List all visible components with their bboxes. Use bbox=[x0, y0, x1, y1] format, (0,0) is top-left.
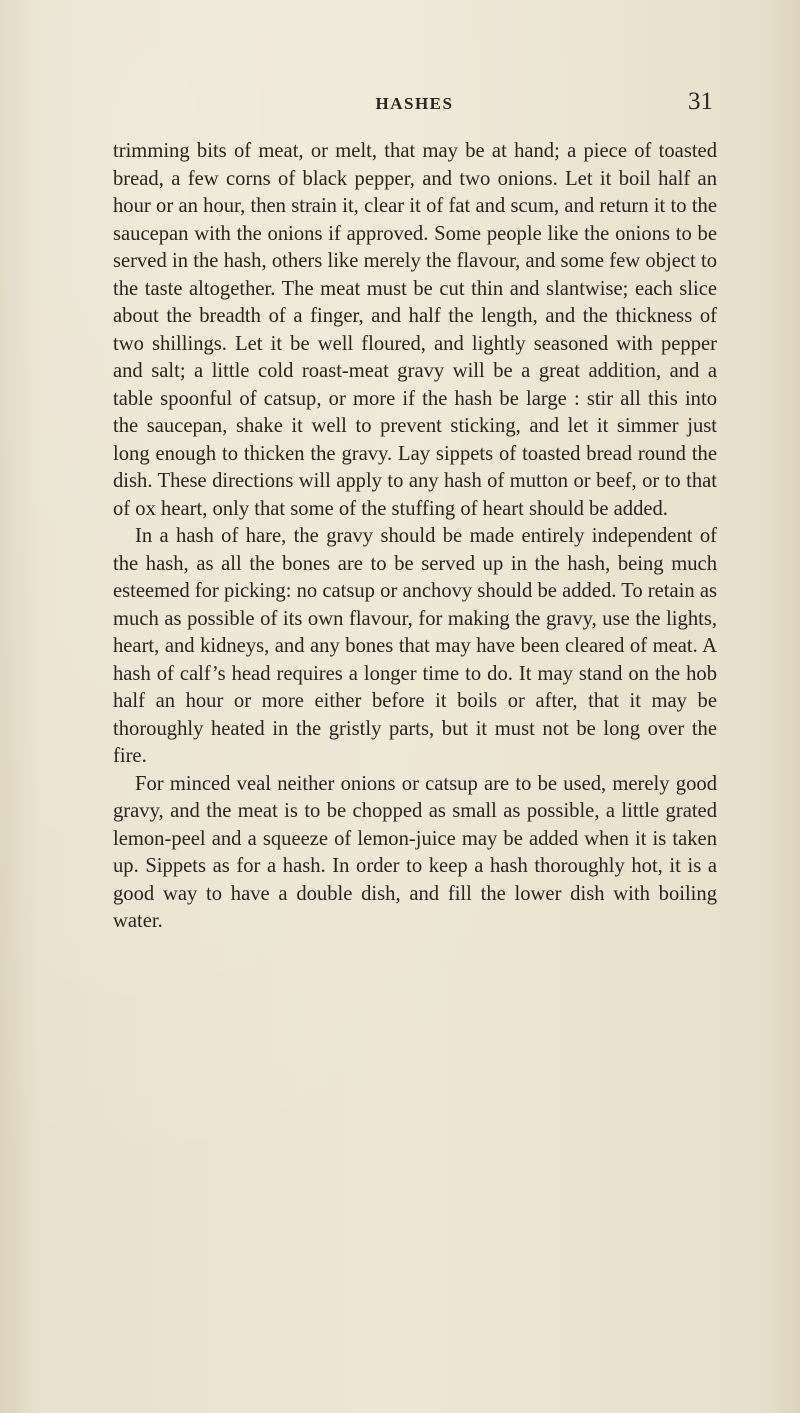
paragraph-hare-hash: In a hash of hare, the gravy should be made entirely independent of the hash, as all the bones are to be served up in the hash, being much esteemed for picking: no catsup or anchovy should be added. To retain as much as possible of its own flavour, for making the gravy, use the lights, heart, and kidneys, and any bones that may have been cleared of meat. A hash of calf’s head requires a longer time to do. It may stand on the hob half an hour or more either before it boils or after, that it may be thoroughly heated in the gristly parts, but it must not be long over the fire. bbox=[113, 525, 717, 767]
body-text bbox=[113, 138, 717, 936]
running-head: HASHES bbox=[375, 94, 454, 113]
paragraph-continued: trimming bits of meat, or melt, that may be at hand; a piece of toasted bread, a few corns of black pepper, and two onions. Let it boil half an hour or an hour, then strain it, clear it of fat and scum, and return it to the saucepan with the onions if approved. Some people like the onions to be served in the hash, others like merely the flavour, and some few object to the taste altogether. The meat must be cut thin and slantwise; each slice about the breadth of a finger, and half the length, and the thickness of two shillings. Let it be well floured, and lightly seasoned with pepper and salt; a little cold roast-meat gravy will be a great addition, and a table spoonful of catsup, or more if the hash be large : stir all this into the saucepan, shake it well to prevent sticking, and let it simmer just long enough to thicken the gravy. Lay sippets of toasted bread round the dish. These directions will apply to any hash of mutton or beef, or to that of ox heart, only that some of the stuffing of heart should be added. bbox=[113, 140, 717, 520]
page-header bbox=[116, 88, 713, 122]
page-number: 31 bbox=[688, 88, 713, 115]
paragraph-minced-veal: For minced veal neither onions or catsup are to be used, merely good gravy, and the meat is to be chopped as small as possible, a little grated lemon-peel and a squeeze of lemon-juice may be added when it is taken up. Sippets as for a hash. In order to keep a hash thoroughly hot, it is a good way to have a double dish, and fill the lower dish with boiling water. bbox=[113, 772, 717, 932]
